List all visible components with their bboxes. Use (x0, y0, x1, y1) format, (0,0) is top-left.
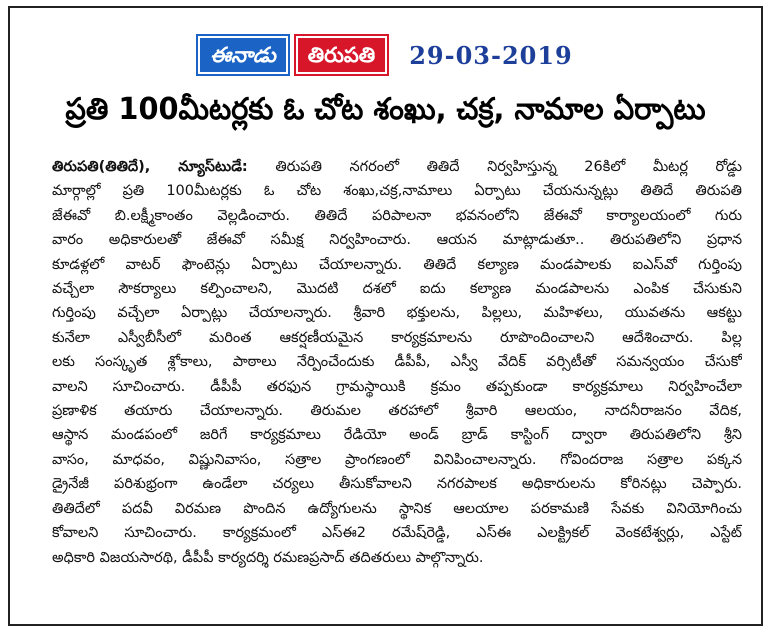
first-line-text: తిరుపతి నగరంలో తితిదే నిర్వహిస్తున్న 26కిలో మీటర్ల రోడ్డు (247, 159, 742, 175)
article-line: ప్రణాళిక తయారు చేయాలన్నారు. తిరుమల తరహాలో శ్రీవారి ఆలయం, నాదనీరాజనం వేదిక, (52, 403, 742, 420)
article-line: లకు సంస్కృత శ్లోకాలు, పాఠాలు నేర్పించేందుకు డీపీపీ, ఎస్వీ వేదిక్ వర్సిటీతో సమన్వయం చేసుకో (52, 354, 742, 371)
masthead (10, 36, 761, 74)
article-line: గుర్తింపు వచ్చేలా ఏర్పాట్లు చేయాలన్నారు. శ్రీవారి భక్తులను, పిల్లలు, మహిళలు, యువతను ఆకట్టు (52, 305, 742, 322)
article-line: జేఈవో బి.లక్ష్మీకాంతం వెల్లడించారు. తితిదే పరిపాలనా భవనంలోని జేఈవో కార్యాలయంలో గురు (52, 207, 742, 224)
article-line: వచ్చేలా సౌకర్యాలు కల్పించాలని, మొదటి దశలో ఐదు కల్యాణ మండపాలను ఎంపిక చేసుకుని (52, 281, 742, 298)
publication-date: 29-03-2019 (409, 40, 573, 70)
article-line: కునేలా ఎస్వీబీసీలో మరింత ఆకర్షణీయమైన కార్యక్రమాలను రూపొందించాలని ఆదేశించారు. పిల్ల (52, 329, 742, 346)
article-line: వాసం, మాధవం, విష్ణునివాసం, సత్రాల ప్రాంగణంలో వినిపించాలన్నారు. గోవిందరాజ సత్రాల పక్కన (52, 451, 742, 468)
city-edition-badge: తిరుపతి (296, 36, 388, 74)
article-line: అధికారి విజయసారథి, డీపీపీ కార్యదర్శి రమణప్రసాద్ తదితరులు పాల్గొన్నారు. (52, 549, 484, 566)
article-line: తితిదేలో పదవీ విరమణ పొందిన ఉద్యోగులను స్థానిక ఆలయాల పరకామణి సేవకు వినియోగించు (52, 500, 742, 517)
article-body (52, 155, 742, 570)
article-line: మార్గాల్లో ప్రతి 100మీటర్లకు ఓ చోట శంఖు,చక్ర,నామాలు ఏర్పాటు చేయనున్నట్లు తితిదే తిరుపతి (52, 183, 742, 200)
article-line: కూడళ్లలో వాటర్ ఫౌంటెన్లు ఏర్పాటు చేయాలన్నారు. తితిదే కల్యాణ మండపాలకు ఐఎస్‌వో గుర్తింపు (52, 256, 742, 273)
headline: ప్రతి 100మీటర్లకు ఓ చోట శంఖు, చక్ర, నామాల ఏర్పాటు (65, 92, 706, 127)
article-line: డ్రైనేజీ పరిశుభ్రంగా ఉండేలా చర్యలు తీసుకోవాలని నగరపాలక అధికారులను కోరినట్లు చెప్పారు. (52, 476, 742, 493)
article-line: కోవాలని సూచించారు. కార్యక్రమంలో ఎస్ఈ2 రమేష్‌రెడ్డి, ఎస్ఈ ఎలక్ట్రికల్ వెంకటేశ్వర్లు, ఎస్టేట్ (52, 525, 742, 542)
article-first-line (52, 155, 742, 179)
dateline: తిరుపతి(తితిదే), న్యూస్‌టుడే: (52, 159, 248, 175)
article-line: ఆస్థాన మండపంలో జరిగే కార్యక్రమాలు రేడియో అండ్ బ్రాడ్ కాస్టింగ్ ద్వారా తిరుపతిలోని శ్రీని (52, 427, 742, 444)
article-line: వారం అధికారులతో జేఈవో సమీక్ష నిర్వహించారు. ఆయన మాట్లాడుతూ.. తిరుపతిలోని ప్రధాన (52, 232, 742, 249)
newspaper-logo: ఈనాడు (198, 36, 288, 74)
clipping-frame (8, 6, 763, 626)
article-line: వాలని సూచించారు. డీపీపీ తరఫున గ్రామస్థాయికి క్రమం తప్పకుండా కార్యక్రమాలు నిర్వహించేలా (52, 378, 742, 395)
